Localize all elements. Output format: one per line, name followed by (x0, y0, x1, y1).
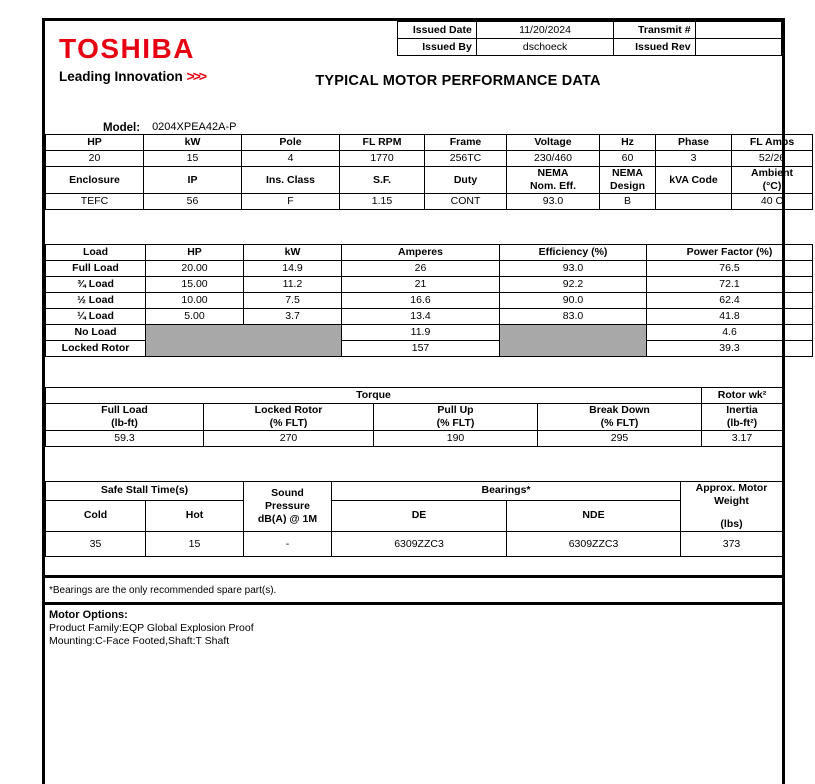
toshiba-logo (59, 35, 309, 84)
value-de-bearing: 6309ZZC3 (332, 532, 507, 557)
table-row (46, 293, 813, 309)
header-torque-break-down-l2: (% FLT) (600, 417, 639, 429)
model-value: 0204XPEA42A-P (148, 121, 444, 135)
row-label-full-load: Full Load (46, 261, 146, 277)
table-row-headers (46, 404, 783, 431)
cell-efficiency: 93.0 (500, 261, 647, 277)
table-row-headers-1 (46, 135, 813, 151)
header-ins-class: Ins. Class (242, 167, 340, 194)
brand-tagline-text: Leading Innovation (59, 69, 183, 84)
header-motor-weight-gap (682, 508, 781, 518)
table-row (398, 22, 782, 39)
header-bearings: Bearings* (332, 482, 681, 501)
value-frame: 256TC (425, 151, 507, 167)
header-safe-stall-time: Safe Stall Time(s) (46, 482, 244, 501)
value-ambient: 40 C (732, 194, 813, 210)
value-hot: 15 (146, 532, 244, 557)
header-inertia-l2: (lb-ft²) (726, 417, 758, 429)
cell-power-factor: 76.5 (647, 261, 813, 277)
header-phase: Phase (656, 135, 732, 151)
header-torque-locked-rotor (204, 404, 374, 431)
issued-date-label: Issued Date (398, 22, 477, 39)
header-torque-full-load-l2: (lb-ft) (111, 417, 138, 429)
value-torque-locked-rotor: 270 (204, 431, 374, 447)
header-sound-pressure (244, 482, 332, 532)
cell-amperes: 21 (342, 277, 500, 293)
cell-power-factor: 41.8 (647, 309, 813, 325)
header-kw: kW (144, 135, 242, 151)
header-torque-break-down (538, 404, 702, 431)
page-title: TYPICAL MOTOR PERFORMANCE DATA (315, 73, 601, 89)
cell-hp: 5.00 (146, 309, 244, 325)
value-torque-break-down: 295 (538, 431, 702, 447)
row-label-no-load: No Load (46, 325, 146, 341)
header-ip: IP (144, 167, 242, 194)
value-nema-design: B (600, 194, 656, 210)
table-row-values-2 (46, 194, 813, 210)
table-row-group-headers (46, 482, 783, 501)
header-torque-locked-rotor-l2: (% FLT) (269, 417, 308, 429)
shaded-cell-efficiency (500, 325, 647, 357)
header-torque-full-load-l1: Full Load (101, 404, 148, 416)
header-kva-code: kVA Code (656, 167, 732, 194)
header-torque-full-load (46, 404, 204, 431)
row-label-three-quarter-load: ¾ Load (46, 277, 146, 293)
bottom-specs-table (45, 481, 783, 557)
table-row-values-1 (46, 151, 813, 167)
cell-efficiency: 83.0 (500, 309, 647, 325)
header-nema-design-l1: NEMA (612, 167, 643, 179)
header-pole: Pole (242, 135, 340, 151)
document-header (45, 21, 782, 134)
value-torque-full-load: 59.3 (46, 431, 204, 447)
value-sf: 1.15 (340, 194, 425, 210)
value-sound-pressure: - (244, 532, 332, 557)
model-row (103, 121, 444, 135)
header-enclosure: Enclosure (46, 167, 144, 194)
header-fl-rpm: FL RPM (340, 135, 425, 151)
header-motor-weight-units: (lbs) (720, 518, 743, 530)
header-nema-design-l2: Design (609, 180, 645, 192)
cell-amperes: 11.9 (342, 325, 500, 341)
value-kw: 15 (144, 151, 242, 167)
issued-rev-label: Issued Rev (614, 39, 695, 56)
value-torque-pull-up: 190 (374, 431, 538, 447)
cell-hp: 20.00 (146, 261, 244, 277)
cell-amperes: 16.6 (342, 293, 500, 309)
header-nema-nom-eff-l1: NEMA (537, 167, 569, 179)
header-ambient (732, 167, 813, 194)
cell-kw: 11.2 (244, 277, 342, 293)
value-pole: 4 (242, 151, 340, 167)
header-sound-pressure-l1: Sound (271, 487, 304, 499)
table-row-headers (46, 245, 813, 261)
cell-power-factor: 39.3 (647, 341, 813, 357)
cell-power-factor: 4.6 (647, 325, 813, 341)
issued-by-label: Issued By (398, 39, 477, 56)
motor-options-block (45, 605, 782, 648)
header-inertia (702, 404, 783, 431)
table-row-headers-2 (46, 167, 813, 194)
header-power-factor: Power Factor (%) (647, 245, 813, 261)
value-fl-rpm: 1770 (340, 151, 425, 167)
table-row (46, 261, 813, 277)
header-duty: Duty (425, 167, 507, 194)
header-motor-weight-l1: Approx. Motor Weight (695, 482, 768, 507)
table-row-values (46, 532, 783, 557)
model-label: Model: (103, 122, 141, 134)
header-torque-locked-rotor-l1: Locked Rotor (254, 404, 323, 416)
gap-after-nameplate (45, 210, 782, 244)
cell-efficiency: 90.0 (500, 293, 647, 309)
cell-amperes: 26 (342, 261, 500, 277)
transmit-number-label: Transmit # (614, 22, 695, 39)
header-inertia-l1: Inertia (726, 404, 758, 416)
cell-power-factor: 62.4 (647, 293, 813, 309)
datasheet-page (42, 18, 795, 784)
value-hp: 20 (46, 151, 144, 167)
value-voltage: 230/460 (507, 151, 600, 167)
value-enclosure: TEFC (46, 194, 144, 210)
header-hot: Hot (146, 500, 244, 531)
load-performance-table (45, 244, 813, 357)
shaded-cell-hp-kw (146, 325, 342, 357)
header-load-hp: HP (146, 245, 244, 261)
chevron-triple-icon: >>> (186, 68, 206, 84)
gap-after-load-table (45, 357, 782, 387)
torque-table (45, 387, 783, 447)
table-row-group-header (46, 388, 783, 404)
header-sound-pressure-l2: Pressure (265, 500, 310, 512)
header-nema-design (600, 167, 656, 194)
header-voltage: Voltage (507, 135, 600, 151)
header-motor-weight (681, 482, 783, 532)
transmit-number-value (695, 22, 781, 39)
row-label-quarter-load: ¼ Load (46, 309, 146, 325)
table-row-subheaders (46, 500, 783, 531)
header-amperes: Amperes (342, 245, 500, 261)
header-load: Load (46, 245, 146, 261)
bearing-note: *Bearings are the only recommended spare part(s). (45, 575, 782, 605)
nameplate-table (45, 134, 813, 210)
value-cold: 35 (46, 532, 146, 557)
header-torque-break-down-l1: Break Down (589, 404, 650, 416)
issued-rev-value (695, 39, 781, 56)
header-ambient-l1: Ambient (751, 167, 793, 179)
header-torque-pull-up-l2: (% FLT) (436, 417, 475, 429)
value-nema-nom-eff: 93.0 (507, 194, 600, 210)
header-torque-pull-up (374, 404, 538, 431)
header-hz: Hz (600, 135, 656, 151)
value-nde-bearing: 6309ZZC3 (507, 532, 681, 557)
header-de: DE (332, 500, 507, 531)
gap-after-bottom-table (45, 557, 782, 575)
cell-kw: 3.7 (244, 309, 342, 325)
gap-after-torque-table (45, 447, 782, 481)
value-duty: CONT (425, 194, 507, 210)
cell-power-factor: 72.1 (647, 277, 813, 293)
header-torque-group: Torque (46, 388, 702, 404)
value-hz: 60 (600, 151, 656, 167)
cell-amperes: 13.4 (342, 309, 500, 325)
header-efficiency: Efficiency (%) (500, 245, 647, 261)
motor-options-title: Motor Options: (49, 609, 128, 621)
value-phase: 3 (656, 151, 732, 167)
header-rotor-wk2: Rotor wk² (702, 388, 783, 404)
table-row (46, 309, 813, 325)
header-cold: Cold (46, 500, 146, 531)
header-frame: Frame (425, 135, 507, 151)
value-fl-amps: 52/26 (732, 151, 813, 167)
header-nema-nom-eff (507, 167, 600, 194)
cell-kw: 14.9 (244, 261, 342, 277)
value-kva-code (656, 194, 732, 210)
header-nde: NDE (507, 500, 681, 531)
issued-info-table (397, 21, 782, 56)
motor-options-line-2: Mounting:C-Face Footed,Shaft:T Shaft (49, 635, 230, 647)
header-load-kw: kW (244, 245, 342, 261)
value-ip: 56 (144, 194, 242, 210)
table-row (46, 277, 813, 293)
row-label-half-load: ½ Load (46, 293, 146, 309)
cell-hp: 10.00 (146, 293, 244, 309)
table-row-values (46, 431, 783, 447)
issued-date-value: 11/20/2024 (476, 22, 613, 39)
table-row (398, 39, 782, 56)
header-sf: S.F. (340, 167, 425, 194)
value-inertia: 3.17 (702, 431, 783, 447)
header-fl-amps: FL Amps (732, 135, 813, 151)
issued-by-value: dschoeck (476, 39, 613, 56)
cell-hp: 15.00 (146, 277, 244, 293)
brand-wordmark: TOSHIBA (59, 33, 195, 64)
cell-amperes: 157 (342, 341, 500, 357)
header-nema-nom-eff-l2: Nom. Eff. (529, 180, 577, 192)
header-hp: HP (46, 135, 144, 151)
value-motor-weight: 373 (681, 532, 783, 557)
header-torque-pull-up-l1: Pull Up (437, 404, 474, 416)
row-label-locked-rotor: Locked Rotor (46, 341, 146, 357)
motor-options-line-1: Product Family:EQP Global Explosion Proof (49, 622, 254, 634)
table-row (46, 325, 813, 341)
header-sound-pressure-l3: dB(A) @ 1M (257, 513, 318, 525)
brand-tagline (59, 68, 309, 84)
value-ins-class: F (242, 194, 340, 210)
cell-efficiency: 92.2 (500, 277, 647, 293)
header-ambient-l2: (°C) (762, 180, 782, 192)
cell-kw: 7.5 (244, 293, 342, 309)
